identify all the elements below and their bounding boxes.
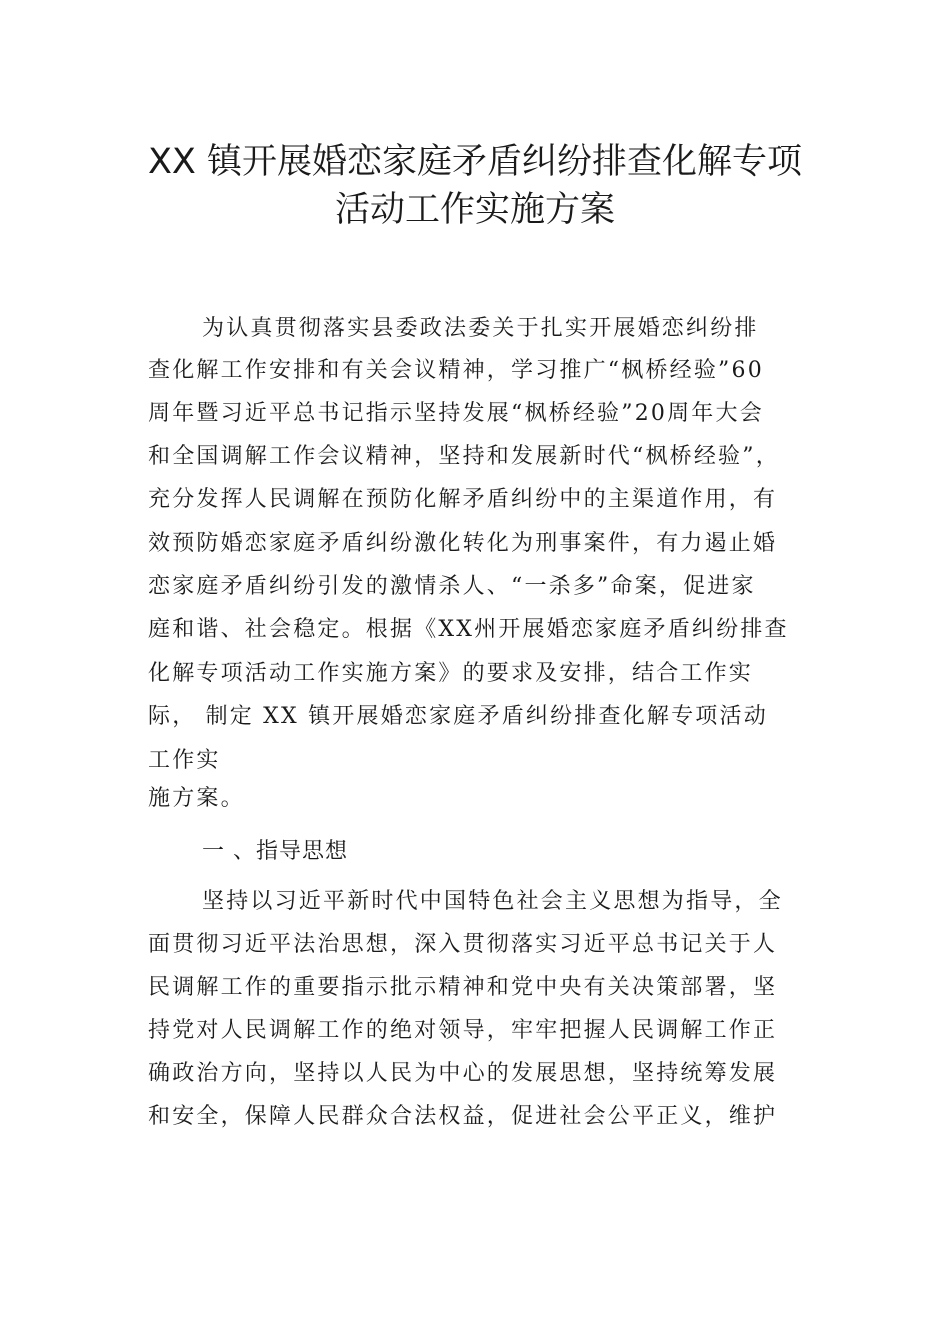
intro-line: 工作实 bbox=[148, 748, 221, 773]
intro-line: 施方案。 bbox=[148, 786, 245, 811]
intro-line: 效预防婚恋家庭矛盾纠纷激化转化为刑事案件，有力遏止婚 bbox=[148, 531, 778, 556]
document-title-line-2: 活动工作实施方案 bbox=[334, 190, 615, 230]
section-line: 和安全，保障人民群众合法权益，促进社会公平正义，维护 bbox=[148, 1104, 778, 1129]
intro-line: 和全国调解工作会议精神，坚持和发展新时代“枫桥经验”， bbox=[148, 444, 780, 469]
section-line: 面贯彻习近平法治思想，深入贯彻落实习近平总书记关于人 bbox=[148, 932, 778, 957]
section-line: 持党对人民调解工作的绝对领导，牢牢把握人民调解工作正 bbox=[148, 1018, 778, 1043]
document-title-line-1: XX 镇开展婚恋家庭矛盾纠纷排查化解专项 bbox=[147, 142, 803, 182]
section-line: 确政治方向，坚持以人民为中心的发展思想，坚持统筹发展 bbox=[148, 1061, 778, 1086]
section-line: 坚持以习近平新时代中国特色社会主义思想为指导，全 bbox=[202, 889, 783, 914]
intro-line: 恋家庭矛盾纠纷引发的激情杀人、“一杀多”命案，促进家 bbox=[148, 574, 756, 599]
intro-line: 庭和谐、社会稳定。根据《XX州开展婚恋家庭矛盾纠纷排查 bbox=[148, 617, 789, 642]
intro-line: 化解专项活动工作实施方案》的要求及安排，结合工作实 bbox=[148, 661, 754, 686]
intro-line: 充分发挥人民调解在预防化解矛盾纠纷中的主渠道作用，有 bbox=[148, 487, 778, 512]
intro-line: 周年暨习近平总书记指示坚持发展“枫桥经验”20周年大会 bbox=[148, 401, 764, 426]
section-line: 民调解工作的重要指示批示精神和党中央有关决策部署，坚 bbox=[148, 975, 778, 1000]
section-heading-guiding-ideology: 一 、指导思想 bbox=[202, 839, 348, 864]
intro-line: 为认真贯彻落实县委政法委关于扎实开展婚恋纠纷排 bbox=[202, 316, 759, 341]
intro-line: 际， 制定 XX 镇开展婚恋家庭矛盾纠纷排查化解专项活动 bbox=[148, 704, 768, 729]
intro-line: 查化解工作安排和有关会议精神，学习推广“枫桥经验”60 bbox=[148, 358, 764, 383]
